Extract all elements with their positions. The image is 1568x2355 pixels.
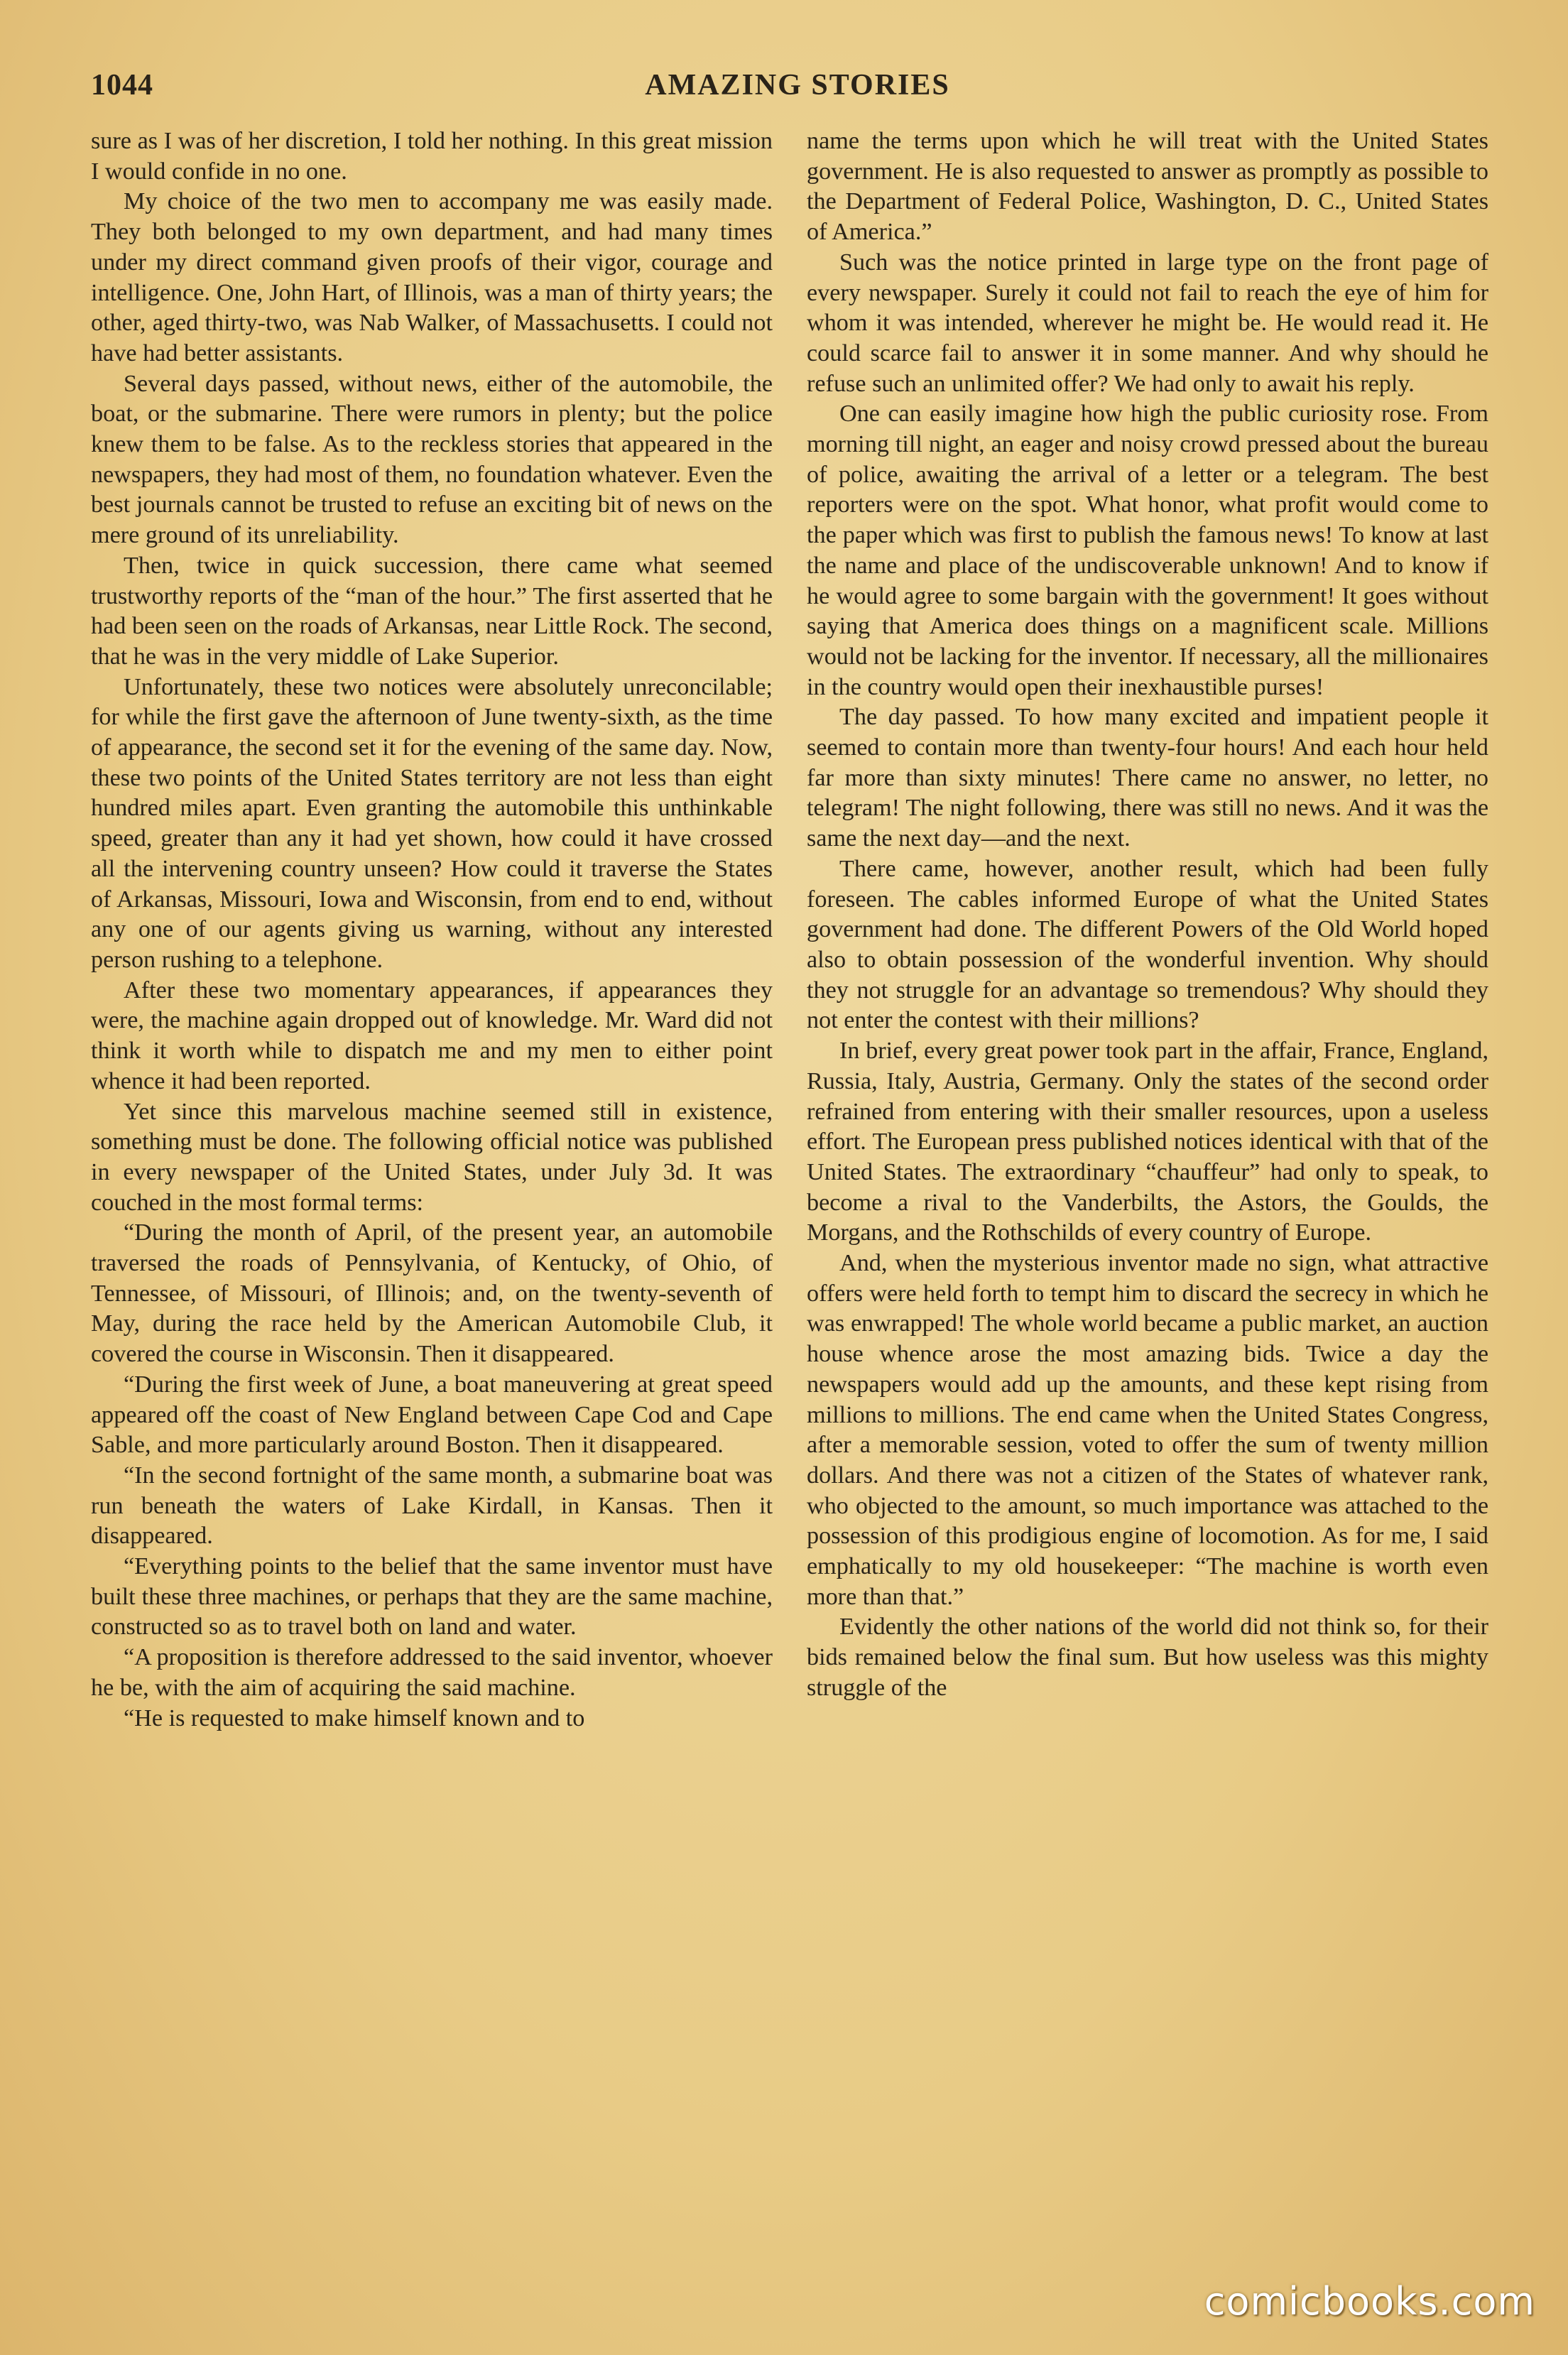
paragraph: Then, twice in quick succession, there came what seemed trustworthy reports of the “man of the hour.” The first asserted that he had been seen on the roads of Arkansas, near Little Rock. The second, that he was in the very middle of Lake Superior.: [91, 552, 773, 670]
paragraph: In brief, every great power took part in the affair, France, England, Russia, Italy, Austria, Germany. Only the states of the second order refrained from entering with their smaller resources, upon a useless effort. The European press published notices identical with that of the United States. The extraordinary “chauffeur” had only to speak, to become a rival to the Vanderbilts, the Astors, the Goulds, the Morgans, and the Rothschilds of every country of Europe.: [807, 1038, 1488, 1246]
notice-paragraph: “In the second fortnight of the same month, a submarine boat was run beneath the waters of Lake Kirdall, in Kansas. Then it disappeared.: [91, 1462, 773, 1550]
paragraph: There came, however, another result, which had been fully foreseen. The cables informed Europe of what the United States government had done. The different Powers of the Old World hoped also to obtain possession of the wonderful invention. Why should they not struggle for an advantage so tremendous? Why should they not enter the contest with their millions?: [807, 855, 1488, 1034]
page-number: 1044: [91, 69, 153, 102]
paragraph: Such was the notice printed in large type on the front page of every newspaper. Surely it could not fail to reach the eye of him for whom it was intended, wherever he might be. He would read it. He could scarce fail to answer it in some manner. And why should he refuse such an unlimited offer? We had only to await his reply.: [807, 249, 1488, 397]
paragraph: One can easily imagine how high the public curiosity rose. From morning till night, an eager and noisy crowd pressed about the bureau of police, awaiting the arrival of a letter or a telegram. The best reporters were on the spot. What honor, what profit would come to the paper which was first to publish the famous news! To know at last the name and place of the undiscoverable unknown! And to know if he would agree to some bargain with the government! It goes without saying that America does things on a magnificent scale. Millions would not be lacking for the inventor. If necessary, all the millionaires in the country would open their inexhaustible purses!: [807, 401, 1488, 700]
paragraph: Yet since this marvelous machine seemed still in existence, something must be done. The following official notice was published in every newspaper of the United States, under July 3d. It was couched in the most formal terms:: [91, 1098, 773, 1216]
paragraph: Several days passed, without news, either of the automobile, the boat, or the submarine. There were rumors in plenty; but the police knew them to be false. As to the reckless stories that appeared in the newspapers, they had most of them, no foundation whatever. Even the best journals cannot be trusted to refuse an exciting bit of news on the mere ground of its unreliability.: [91, 370, 773, 549]
paragraph: name the terms upon which he will treat with the United States government. He is also requested to answer as promptly as possible to the Department of Federal Police, Washington, D. C., United States of America.”: [807, 128, 1488, 246]
paragraph: Unfortunately, these two notices were absolutely unreconcilable; for while the first gave the afternoon of June twenty-sixth, as the time of appearance, the second set it for the evening of the same day. Now, these two points of the United States territory are not less than eight hundred miles apart. Even granting the automobile this unthinkable speed, greater than any it had yet shown, how could it have crossed all the intervening country unseen? How could it traverse the States of Arkansas, Missouri, Iowa and Wisconsin, from end to end, without any one of our agents giving us warning, without any interested person rushing to a telephone.: [91, 673, 773, 973]
notice-paragraph: “He is requested to make himself known and to: [124, 1704, 585, 1731]
paragraph: And, when the mysterious inventor made no sign, what attractive offers were held forth to tempt him to discard the secrecy in which he was enwrapped! The whole world became a public market, an auction house whence arose the most amazing bids. Twice a day the newspapers would add up the amounts, and these kept rising from millions to millions. The end came when the United States Congress, after a memorable session, voted to offer the sum of twenty million dollars. And there was not a citizen of the States of whatever rank, who objected to the amount, so much importance was attached to the possession of this prodigious engine of locomotion. As for me, I said emphatically to my old housekeeper: “The machine is worth even more than that.”: [807, 1250, 1488, 1610]
page-header: [91, 68, 1504, 111]
paragraph: After these two momentary appearances, if appearances they were, the machine again dropped out of knowledge. Mr. Ward did not think it worth while to dispatch me and my men to either point whence it had been reported.: [91, 977, 773, 1094]
notice-paragraph: “Everything points to the belief that the same inventor must have built these three machines, or perhaps that they are the same machine, constructed so as to travel both on land and water.: [91, 1553, 773, 1641]
paragraph: sure as I was of her discretion, I told her nothing. In this great mission I would confide in no one.: [91, 128, 773, 185]
paragraph: Evidently the other nations of the world did not think so, for their bids remained below the final sum. But how useless was this mighty struggle of the: [807, 1614, 1488, 1701]
right-text-column: [807, 126, 1488, 2212]
paragraph: The day passed. To how many excited and impatient people it seemed to contain more than twenty-four hours! And each hour held far more than sixty minutes! There came no answer, no letter, no telegram! The night following, there was still no news. And it was the same the next day—and the next.: [807, 704, 1488, 852]
paragraph: My choice of the two men to accompany me was easily made. They both belonged to my own department, and had many times under my direct command given proofs of their vigor, courage and intelligence. One, John Hart, of Illinois, was a man of thirty years; the other, aged thirty-two, was Nab Walker, of Massachusetts. I could not have had better assistants.: [91, 188, 773, 366]
watermark-logo: comicbooks.com: [1204, 2279, 1535, 2324]
left-text-column: [91, 126, 773, 2212]
notice-paragraph: “A proposition is therefore addressed to the said inventor, whoever he be, with the aim of acquiring the said machine.: [91, 1644, 773, 1701]
notice-paragraph: “During the month of April, of the present year, an automobile traversed the roads of Pennsylvania, of Kentucky, of Ohio, of Tennessee, of Missouri, of Illinois; and, on the twenty-seventh of May, during the race held by the American Automobile Club, it covered the course in Wisconsin. Then it disappeared.: [91, 1219, 773, 1368]
running-head-title: AMAZING STORIES: [645, 69, 950, 102]
notice-paragraph: “During the first week of June, a boat maneuvering at great speed appeared off the coast of New England between Cape Cod and Cape Sable, and more particularly around Boston. Then it disappeared.: [91, 1371, 773, 1459]
